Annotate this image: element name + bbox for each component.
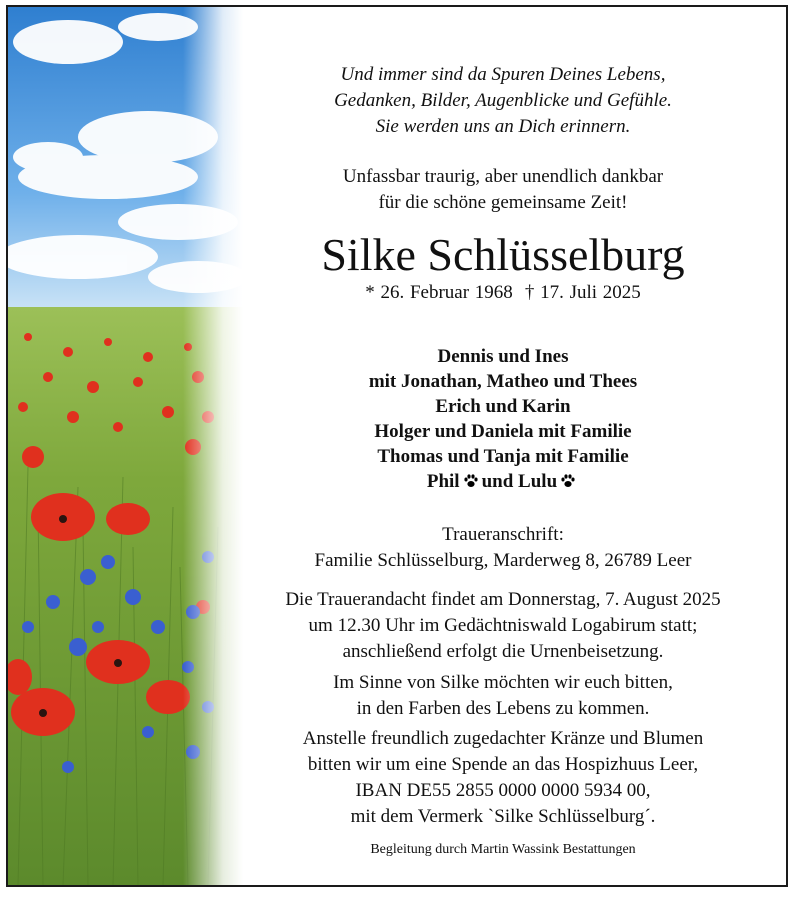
dress-request — [223, 670, 783, 722]
mourner-line: mit Jonathan, Matheo und Thees — [368, 371, 638, 392]
funeral-home-credit: Begleitung durch Martin Wassink Bestattungen — [370, 842, 636, 857]
mourner-line: Thomas und Tanja mit Familie — [377, 446, 629, 467]
intro-text — [223, 164, 783, 216]
wish-line: in den Farben des Lebens zu kommen. — [356, 698, 650, 719]
life-dates — [223, 280, 783, 306]
mourner-line: Erich und Karin — [435, 396, 571, 417]
pets-line — [223, 469, 783, 494]
paw-print-icon — [463, 473, 479, 489]
death-date: † 17. Juli 2025 — [524, 282, 641, 303]
deceased-name: Silke Schlüsselburg — [321, 229, 685, 280]
donation-line: Anstelle freundlich zugedachter Kränze und Blumen — [302, 728, 704, 749]
donation-line: bitten wir um eine Spende an das Hospizhuus Leer, — [307, 754, 699, 775]
address-label: Traueranschrift: — [442, 524, 564, 545]
service-line: um 12.30 Uhr im Gedächtniswald Logabirum statt; — [308, 615, 698, 636]
birth-date: * 26. Februar 1968 — [365, 282, 513, 303]
poem-line: Sie werden uns an Dich erinnern. — [375, 116, 631, 137]
mourner-line: Holger und Daniela mit Familie — [374, 421, 632, 442]
mourner-line: Dennis und Ines — [437, 346, 569, 367]
service-line: anschließend erfolgt die Urnenbeisetzung. — [342, 641, 664, 662]
obituary-frame — [6, 5, 788, 887]
mourning-address — [223, 522, 783, 574]
wish-line: Im Sinne von Silke möchten wir euch bitten, — [333, 672, 673, 693]
poem-line: Gedanken, Bilder, Augenblicke und Gefühle. — [334, 90, 672, 111]
paw-print-icon — [560, 473, 576, 489]
intro-line: für die schöne gemeinsame Zeit! — [378, 192, 628, 213]
mourners-list — [223, 344, 783, 494]
funeral-service-info — [223, 587, 783, 665]
poem — [223, 62, 783, 140]
service-line: Die Trauerandacht findet am Donnerstag, 7. August 2025 — [285, 589, 721, 610]
donation-line: mit dem Vermerk `Silke Schlüsselburg´. — [350, 806, 656, 827]
poppy-meadow-image — [8, 7, 248, 885]
donation-iban: IBAN DE55 2855 0000 0000 5934 00, — [355, 780, 651, 801]
address-value: Familie Schlüsselburg, Marderweg 8, 26789 Leer — [314, 550, 692, 571]
image-fade-overlay — [8, 7, 248, 885]
intro-line: Unfassbar traurig, aber unendlich dankbar — [342, 166, 664, 187]
obituary-text — [223, 7, 783, 885]
poem-line: Und immer sind da Spuren Deines Lebens, — [340, 64, 666, 85]
pet-name: Phil — [426, 471, 460, 492]
pet-name: und Lulu — [481, 471, 558, 492]
donation-request — [223, 726, 783, 830]
